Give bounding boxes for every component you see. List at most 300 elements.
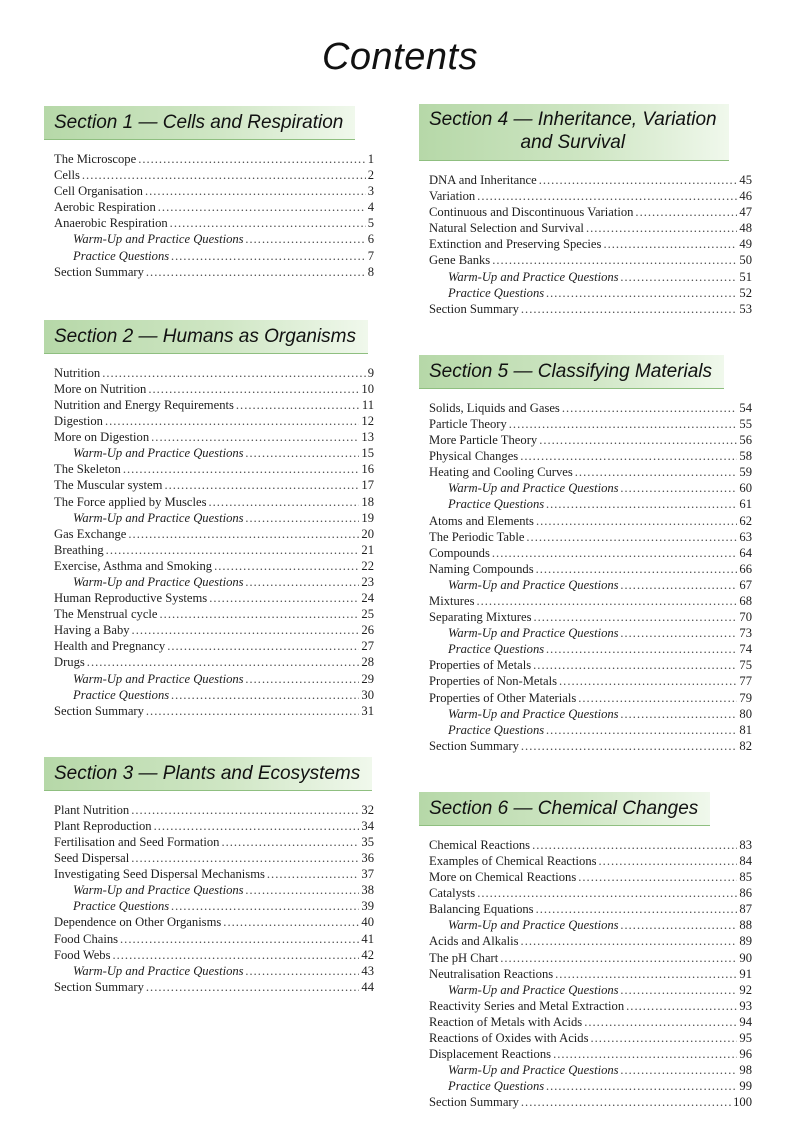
- toc-entry-page: 7: [367, 248, 374, 263]
- dot-leader: [105, 413, 359, 429]
- toc-entry-title: Food Webs: [54, 947, 111, 962]
- toc-entry-page: 46: [739, 189, 752, 204]
- toc-entry-title: Warm-Up and Practice Questions: [448, 481, 619, 496]
- toc-entry-title: Plant Nutrition: [54, 802, 130, 817]
- toc-entry-page: 73: [739, 626, 752, 641]
- dot-leader: [539, 432, 737, 448]
- toc-entry[interactable]: [429, 1094, 752, 1110]
- dot-leader: [562, 400, 738, 416]
- toc-entry[interactable]: [429, 625, 752, 641]
- dot-leader: [521, 738, 738, 754]
- toc-entry-title: Neutralisation Reactions: [429, 966, 554, 981]
- dot-leader: [102, 365, 366, 381]
- toc-entries: [54, 802, 374, 995]
- toc-entry-page: 87: [739, 902, 752, 917]
- toc-entry[interactable]: [429, 1062, 752, 1078]
- toc-entry[interactable]: [429, 204, 752, 220]
- toc-entry[interactable]: [429, 252, 752, 268]
- toc-entry-title: Displacement Reactions: [429, 1047, 552, 1062]
- dot-leader: [591, 1030, 738, 1046]
- toc-entry-page: 81: [739, 722, 752, 737]
- toc-entry-page: 28: [361, 655, 374, 670]
- toc-entry-page: 89: [739, 934, 752, 949]
- toc-entry[interactable]: [54, 963, 374, 979]
- toc-entry[interactable]: [54, 183, 374, 199]
- toc-entry-title: More on Chemical Reactions: [429, 870, 577, 885]
- toc-entry[interactable]: [429, 529, 752, 545]
- toc-entry-title: The Periodic Table: [429, 529, 525, 544]
- toc-entry-page: 47: [739, 205, 752, 220]
- toc-entry-title: Practice Questions: [73, 899, 170, 914]
- toc-entry-title: Practice Questions: [448, 642, 545, 657]
- toc-entry[interactable]: [429, 577, 752, 593]
- toc-entry[interactable]: [54, 264, 374, 280]
- toc-entry[interactable]: [54, 590, 374, 606]
- toc-entry-page: 16: [361, 462, 374, 477]
- toc-entry-title: Natural Selection and Survival: [429, 221, 584, 236]
- toc-entry[interactable]: [54, 979, 374, 995]
- toc-entry-page: 49: [739, 237, 752, 252]
- toc-entry-title: Breathing: [54, 542, 104, 557]
- toc-entry[interactable]: [429, 220, 752, 236]
- toc-entry-page: 9: [367, 365, 374, 380]
- toc-entry[interactable]: [54, 429, 374, 445]
- toc-entry[interactable]: [429, 885, 752, 901]
- toc-entry[interactable]: [429, 432, 752, 448]
- toc-entry-page: 36: [361, 851, 374, 866]
- toc-entry[interactable]: [54, 687, 374, 703]
- toc-entry-title: Section Summary: [54, 703, 144, 718]
- toc-entry[interactable]: [54, 381, 374, 397]
- dot-leader: [145, 183, 366, 199]
- toc-entry-title: The Menstrual cycle: [54, 607, 158, 622]
- dot-leader: [521, 933, 738, 949]
- toc-entry[interactable]: [429, 853, 752, 869]
- toc-entry[interactable]: [429, 545, 752, 561]
- toc-entry-page: 43: [361, 963, 374, 978]
- toc-entry-page: 21: [361, 542, 374, 557]
- page-title: Contents: [321, 36, 479, 78]
- dot-leader: [208, 494, 359, 510]
- dot-leader: [476, 593, 737, 609]
- dot-leader: [146, 264, 366, 280]
- dot-leader: [164, 477, 359, 493]
- toc-entry-page: 13: [361, 430, 374, 445]
- toc-entry-page: 1: [367, 152, 374, 166]
- toc-entry[interactable]: [54, 397, 374, 413]
- toc-entry-page: 62: [739, 513, 752, 528]
- toc-entry-title: Aerobic Respiration: [54, 200, 156, 215]
- toc-entry[interactable]: [54, 654, 374, 670]
- dot-leader: [246, 882, 360, 898]
- toc-entry[interactable]: [54, 931, 374, 947]
- toc-entry-page: 100: [733, 1095, 752, 1110]
- toc-entry[interactable]: [54, 413, 374, 429]
- toc-entry-page: 96: [739, 1047, 752, 1062]
- toc-entry-title: Seed Dispersal: [54, 851, 130, 866]
- toc-entry[interactable]: [54, 818, 374, 834]
- toc-entry-title: Variation: [429, 189, 476, 204]
- toc-entry[interactable]: [54, 574, 374, 590]
- toc-entry[interactable]: [54, 542, 374, 558]
- toc-entry-page: 29: [361, 671, 374, 686]
- toc-entry-title: Warm-Up and Practice Questions: [73, 232, 244, 247]
- toc-entry-title: The Force applied by Muscles: [54, 494, 207, 509]
- dot-leader: [160, 606, 360, 622]
- dot-leader: [621, 269, 738, 285]
- section-heading-line-1: Section 4 — Inheritance, Variation: [429, 109, 717, 130]
- dot-leader: [171, 687, 359, 703]
- toc-entry[interactable]: [54, 866, 374, 882]
- toc-entry[interactable]: [54, 834, 374, 850]
- toc-entry-page: 34: [361, 818, 374, 833]
- toc-entry-title: Warm-Up and Practice Questions: [73, 510, 244, 525]
- toc-entry[interactable]: [54, 622, 374, 638]
- toc-entry[interactable]: [429, 236, 752, 252]
- toc-entry-page: 30: [361, 687, 374, 702]
- toc-entry-page: 6: [367, 232, 374, 247]
- toc-entry[interactable]: [54, 703, 374, 719]
- toc-entries: [54, 365, 374, 719]
- dot-leader: [246, 510, 360, 526]
- toc-entry-title: Plant Reproduction: [54, 818, 152, 833]
- toc-entry[interactable]: [429, 837, 752, 853]
- toc-entry[interactable]: [429, 496, 752, 512]
- dot-leader: [106, 542, 360, 558]
- toc-entry-title: Naming Compounds: [429, 561, 534, 576]
- toc-entry-page: 37: [361, 867, 374, 882]
- toc-entry-title: Section Summary: [429, 301, 519, 316]
- toc-entry-page: 95: [739, 1031, 752, 1046]
- toc-entry-title: Nutrition: [54, 365, 101, 380]
- toc-entry[interactable]: [54, 215, 374, 231]
- toc-entry[interactable]: [429, 172, 752, 188]
- toc-entry[interactable]: [54, 151, 374, 167]
- dot-leader: [158, 199, 366, 215]
- dot-leader: [603, 236, 737, 252]
- toc-entry[interactable]: [429, 706, 752, 722]
- toc-entry-page: 94: [739, 1014, 752, 1029]
- toc-entry[interactable]: [54, 914, 374, 930]
- toc-entry-page: 40: [361, 915, 374, 930]
- section-4: [429, 104, 752, 317]
- toc-entry-title: Atoms and Elements: [429, 513, 534, 528]
- toc-entry-title: Health and Pregnancy: [54, 639, 166, 654]
- toc-entry[interactable]: [429, 269, 752, 285]
- toc-entry[interactable]: [54, 558, 374, 574]
- toc-entry-title: More Particle Theory: [429, 433, 538, 448]
- toc-entry[interactable]: [54, 510, 374, 526]
- toc-entry-title: Warm-Up and Practice Questions: [73, 963, 244, 978]
- dot-leader: [555, 966, 737, 982]
- dot-leader: [146, 979, 360, 995]
- toc-entry[interactable]: [429, 901, 752, 917]
- dot-leader: [546, 722, 737, 738]
- toc-entry-title: Practice Questions: [448, 285, 545, 300]
- toc-entry[interactable]: [54, 526, 374, 542]
- toc-entry[interactable]: [54, 445, 374, 461]
- toc-entry-page: 63: [739, 529, 752, 544]
- toc-entry-page: 93: [739, 998, 752, 1013]
- toc-entry-page: 39: [361, 899, 374, 914]
- toc-entry[interactable]: [429, 722, 752, 738]
- toc-entry[interactable]: [54, 494, 374, 510]
- toc-entry[interactable]: [54, 671, 374, 687]
- toc-entry[interactable]: [429, 188, 752, 204]
- dot-leader: [492, 252, 737, 268]
- toc-entry[interactable]: [429, 609, 752, 625]
- toc-entry-title: Balancing Equations: [429, 902, 534, 917]
- toc-entries: [429, 400, 752, 754]
- toc-entry[interactable]: [429, 998, 752, 1014]
- toc-entry-page: 12: [361, 414, 374, 429]
- dot-leader: [82, 167, 366, 183]
- toc-entry-title: The Skeleton: [54, 462, 121, 477]
- toc-entry-title: Warm-Up and Practice Questions: [448, 626, 619, 641]
- section-heading: Section 2 — Humans as Organisms: [44, 320, 368, 354]
- dot-leader: [146, 703, 360, 719]
- toc-entry-page: 25: [361, 607, 374, 622]
- toc-entry[interactable]: [54, 167, 374, 183]
- toc-entry-title: The pH Chart: [429, 950, 499, 965]
- dot-leader: [539, 172, 738, 188]
- toc-entry-page: 26: [361, 623, 374, 638]
- toc-entry-page: 38: [361, 883, 374, 898]
- toc-entry[interactable]: [54, 477, 374, 493]
- dot-leader: [246, 963, 360, 979]
- dot-leader: [578, 869, 737, 885]
- toc-entry-page: 88: [739, 918, 752, 933]
- toc-entry[interactable]: [429, 448, 752, 464]
- toc-entry-page: 83: [739, 837, 752, 852]
- dot-leader: [546, 641, 737, 657]
- dot-leader: [267, 866, 360, 882]
- section-heading: Section 6 — Chemical Changes: [419, 792, 710, 826]
- dot-leader: [621, 982, 738, 998]
- toc-entry[interactable]: [429, 966, 752, 982]
- toc-entry-title: Practice Questions: [448, 722, 545, 737]
- toc-entry[interactable]: [54, 850, 374, 866]
- toc-entry-title: Reaction of Metals with Acids: [429, 1014, 583, 1029]
- toc-entry[interactable]: [429, 480, 752, 496]
- toc-entry[interactable]: [429, 1078, 752, 1094]
- dot-leader: [546, 1078, 737, 1094]
- toc-entry-title: Practice Questions: [73, 687, 170, 702]
- toc-entry[interactable]: [429, 593, 752, 609]
- section-heading: Section 5 — Classifying Materials: [419, 355, 724, 389]
- toc-entry-title: The Muscular system: [54, 478, 163, 493]
- dot-leader: [533, 657, 737, 673]
- toc-entry-title: Warm-Up and Practice Questions: [448, 918, 619, 933]
- toc-entry-title: Properties of Other Materials: [429, 690, 577, 705]
- dot-leader: [520, 448, 737, 464]
- toc-entry[interactable]: [54, 461, 374, 477]
- toc-entry[interactable]: [54, 638, 374, 654]
- dot-leader: [87, 654, 360, 670]
- section-6: [429, 792, 752, 1111]
- dot-leader: [246, 231, 366, 247]
- toc-entry-page: 59: [739, 465, 752, 480]
- toc-entry-page: 77: [739, 674, 752, 689]
- dot-leader: [246, 574, 360, 590]
- toc-entry-title: Section Summary: [54, 264, 144, 279]
- dot-leader: [171, 898, 359, 914]
- dot-leader: [621, 480, 738, 496]
- toc-entry-page: 90: [739, 950, 752, 965]
- toc-entry[interactable]: [429, 950, 752, 966]
- toc-entry-page: 79: [739, 690, 752, 705]
- toc-entry[interactable]: [429, 1030, 752, 1046]
- toc-entry-title: Investigating Seed Dispersal Mechanisms: [54, 867, 265, 882]
- toc-entry-title: Warm-Up and Practice Questions: [448, 1063, 619, 1078]
- toc-entry[interactable]: [54, 802, 374, 818]
- toc-entry-page: 52: [739, 285, 752, 300]
- toc-entry-page: 24: [361, 591, 374, 606]
- toc-entry-page: 54: [739, 400, 752, 415]
- toc-entry-page: 61: [739, 497, 752, 512]
- toc-entry[interactable]: [54, 606, 374, 622]
- toc-entry-page: 80: [739, 706, 752, 721]
- toc-entry-page: 66: [739, 561, 752, 576]
- toc-entry-page: 51: [739, 269, 752, 284]
- toc-entry-page: 42: [361, 947, 374, 962]
- toc-entry-page: 23: [361, 574, 374, 589]
- toc-entry-title: Properties of Non-Metals: [429, 674, 558, 689]
- toc-entry-page: 44: [361, 979, 374, 994]
- toc-entry-title: Having a Baby: [54, 623, 130, 638]
- dot-leader: [151, 429, 359, 445]
- toc-entry-title: The Microscope: [54, 152, 137, 166]
- toc-entry-title: Warm-Up and Practice Questions: [73, 574, 244, 589]
- toc-entry[interactable]: [54, 231, 374, 247]
- toc-entry[interactable]: [54, 947, 374, 963]
- toc-entry-page: 10: [361, 381, 374, 396]
- toc-entry-title: Acids and Alkalis: [429, 934, 519, 949]
- dot-leader: [521, 301, 738, 317]
- toc-entry[interactable]: [54, 365, 374, 381]
- toc-entry-title: Reactivity Series and Metal Extraction: [429, 998, 625, 1013]
- toc-entry-page: 35: [361, 835, 374, 849]
- toc-entries: [429, 837, 752, 1111]
- toc-entry[interactable]: [429, 917, 752, 933]
- dot-leader: [223, 914, 359, 930]
- toc-entry-page: 48: [739, 221, 752, 236]
- dot-leader: [170, 215, 366, 231]
- dot-leader: [533, 609, 737, 625]
- toc-entry[interactable]: [429, 673, 752, 689]
- toc-entry[interactable]: [429, 933, 752, 949]
- section-5: [429, 355, 752, 754]
- toc-entry[interactable]: [429, 1046, 752, 1062]
- toc-entry-title: Particle Theory: [429, 416, 507, 431]
- toc-entry-title: Warm-Up and Practice Questions: [73, 446, 244, 461]
- toc-entry-page: 68: [739, 593, 752, 608]
- section-heading: Section 3 — Plants and Ecosystems: [44, 757, 372, 791]
- toc-entry-page: 15: [361, 446, 374, 461]
- toc-entry[interactable]: [429, 982, 752, 998]
- toc-entry-page: 56: [739, 433, 752, 448]
- toc-entry[interactable]: [429, 738, 752, 754]
- toc-entries: [429, 172, 752, 317]
- toc-entry-title: Warm-Up and Practice Questions: [73, 883, 244, 898]
- toc-entry-title: Warm-Up and Practice Questions: [448, 577, 619, 592]
- toc-entry[interactable]: [429, 690, 752, 706]
- toc-entry-title: Extinction and Preserving Species: [429, 237, 602, 252]
- dot-leader: [492, 545, 738, 561]
- toc-entry-title: Chemical Reactions: [429, 837, 531, 852]
- dot-leader: [536, 901, 738, 917]
- toc-entry[interactable]: [429, 301, 752, 317]
- toc-entry[interactable]: [429, 869, 752, 885]
- section-heading: Section 1 — Cells and Respiration: [44, 106, 355, 140]
- dot-leader: [209, 590, 359, 606]
- dot-leader: [621, 917, 738, 933]
- toc-entry[interactable]: [54, 882, 374, 898]
- dot-leader: [500, 950, 737, 966]
- toc-entry[interactable]: [429, 416, 752, 432]
- toc-entry-title: Reactions of Oxides with Acids: [429, 1031, 589, 1046]
- toc-entry-title: Cells: [54, 168, 80, 183]
- toc-entry-page: 19: [361, 510, 374, 525]
- section-2: [54, 320, 374, 719]
- toc-entry-title: Continuous and Discontinuous Variation: [429, 205, 634, 220]
- toc-entry[interactable]: [429, 1014, 752, 1030]
- dot-leader: [477, 885, 737, 901]
- toc-entry-page: 31: [361, 703, 374, 718]
- toc-entry-title: DNA and Inheritance: [429, 173, 537, 187]
- dot-leader: [131, 850, 359, 866]
- toc-entry-title: Fertilisation and Seed Formation: [54, 835, 220, 849]
- toc-entry-title: More on Digestion: [54, 430, 150, 445]
- dot-leader: [148, 381, 359, 397]
- dot-leader: [621, 706, 738, 722]
- toc-entry-page: 32: [361, 802, 374, 817]
- dot-leader: [167, 638, 359, 654]
- toc-entry-page: 11: [361, 397, 374, 412]
- toc-entry-title: Gas Exchange: [54, 526, 127, 541]
- toc-entry-title: Dependence on Other Organisms: [54, 915, 222, 930]
- toc-entry[interactable]: [429, 285, 752, 301]
- toc-entry-title: Separating Mixtures: [429, 610, 532, 625]
- toc-entry[interactable]: [54, 898, 374, 914]
- toc-entry[interactable]: [429, 513, 752, 529]
- section-3: [54, 757, 374, 995]
- toc-entry[interactable]: [429, 464, 752, 480]
- dot-leader: [626, 998, 737, 1014]
- toc-entry[interactable]: [429, 657, 752, 673]
- dot-leader: [586, 220, 737, 236]
- dot-leader: [154, 818, 360, 834]
- toc-entry-title: Mixtures: [429, 593, 475, 608]
- toc-entry[interactable]: [429, 400, 752, 416]
- section-heading-line-2: and Survival: [520, 132, 626, 153]
- dot-leader: [112, 947, 359, 963]
- dot-leader: [509, 416, 738, 432]
- toc-entry[interactable]: [54, 248, 374, 264]
- toc-entry[interactable]: [54, 199, 374, 215]
- toc-entry-page: 50: [739, 253, 752, 268]
- toc-entry-page: 53: [739, 301, 752, 316]
- toc-entry-title: Compounds: [429, 545, 490, 560]
- toc-entries: [54, 151, 374, 280]
- dot-leader: [546, 496, 737, 512]
- toc-entry[interactable]: [429, 641, 752, 657]
- toc-entry-page: 45: [739, 173, 752, 187]
- toc-entry-title: Warm-Up and Practice Questions: [73, 671, 244, 686]
- toc-entry-page: 74: [739, 642, 752, 657]
- toc-entry[interactable]: [429, 561, 752, 577]
- toc-entry-page: 8: [367, 264, 374, 279]
